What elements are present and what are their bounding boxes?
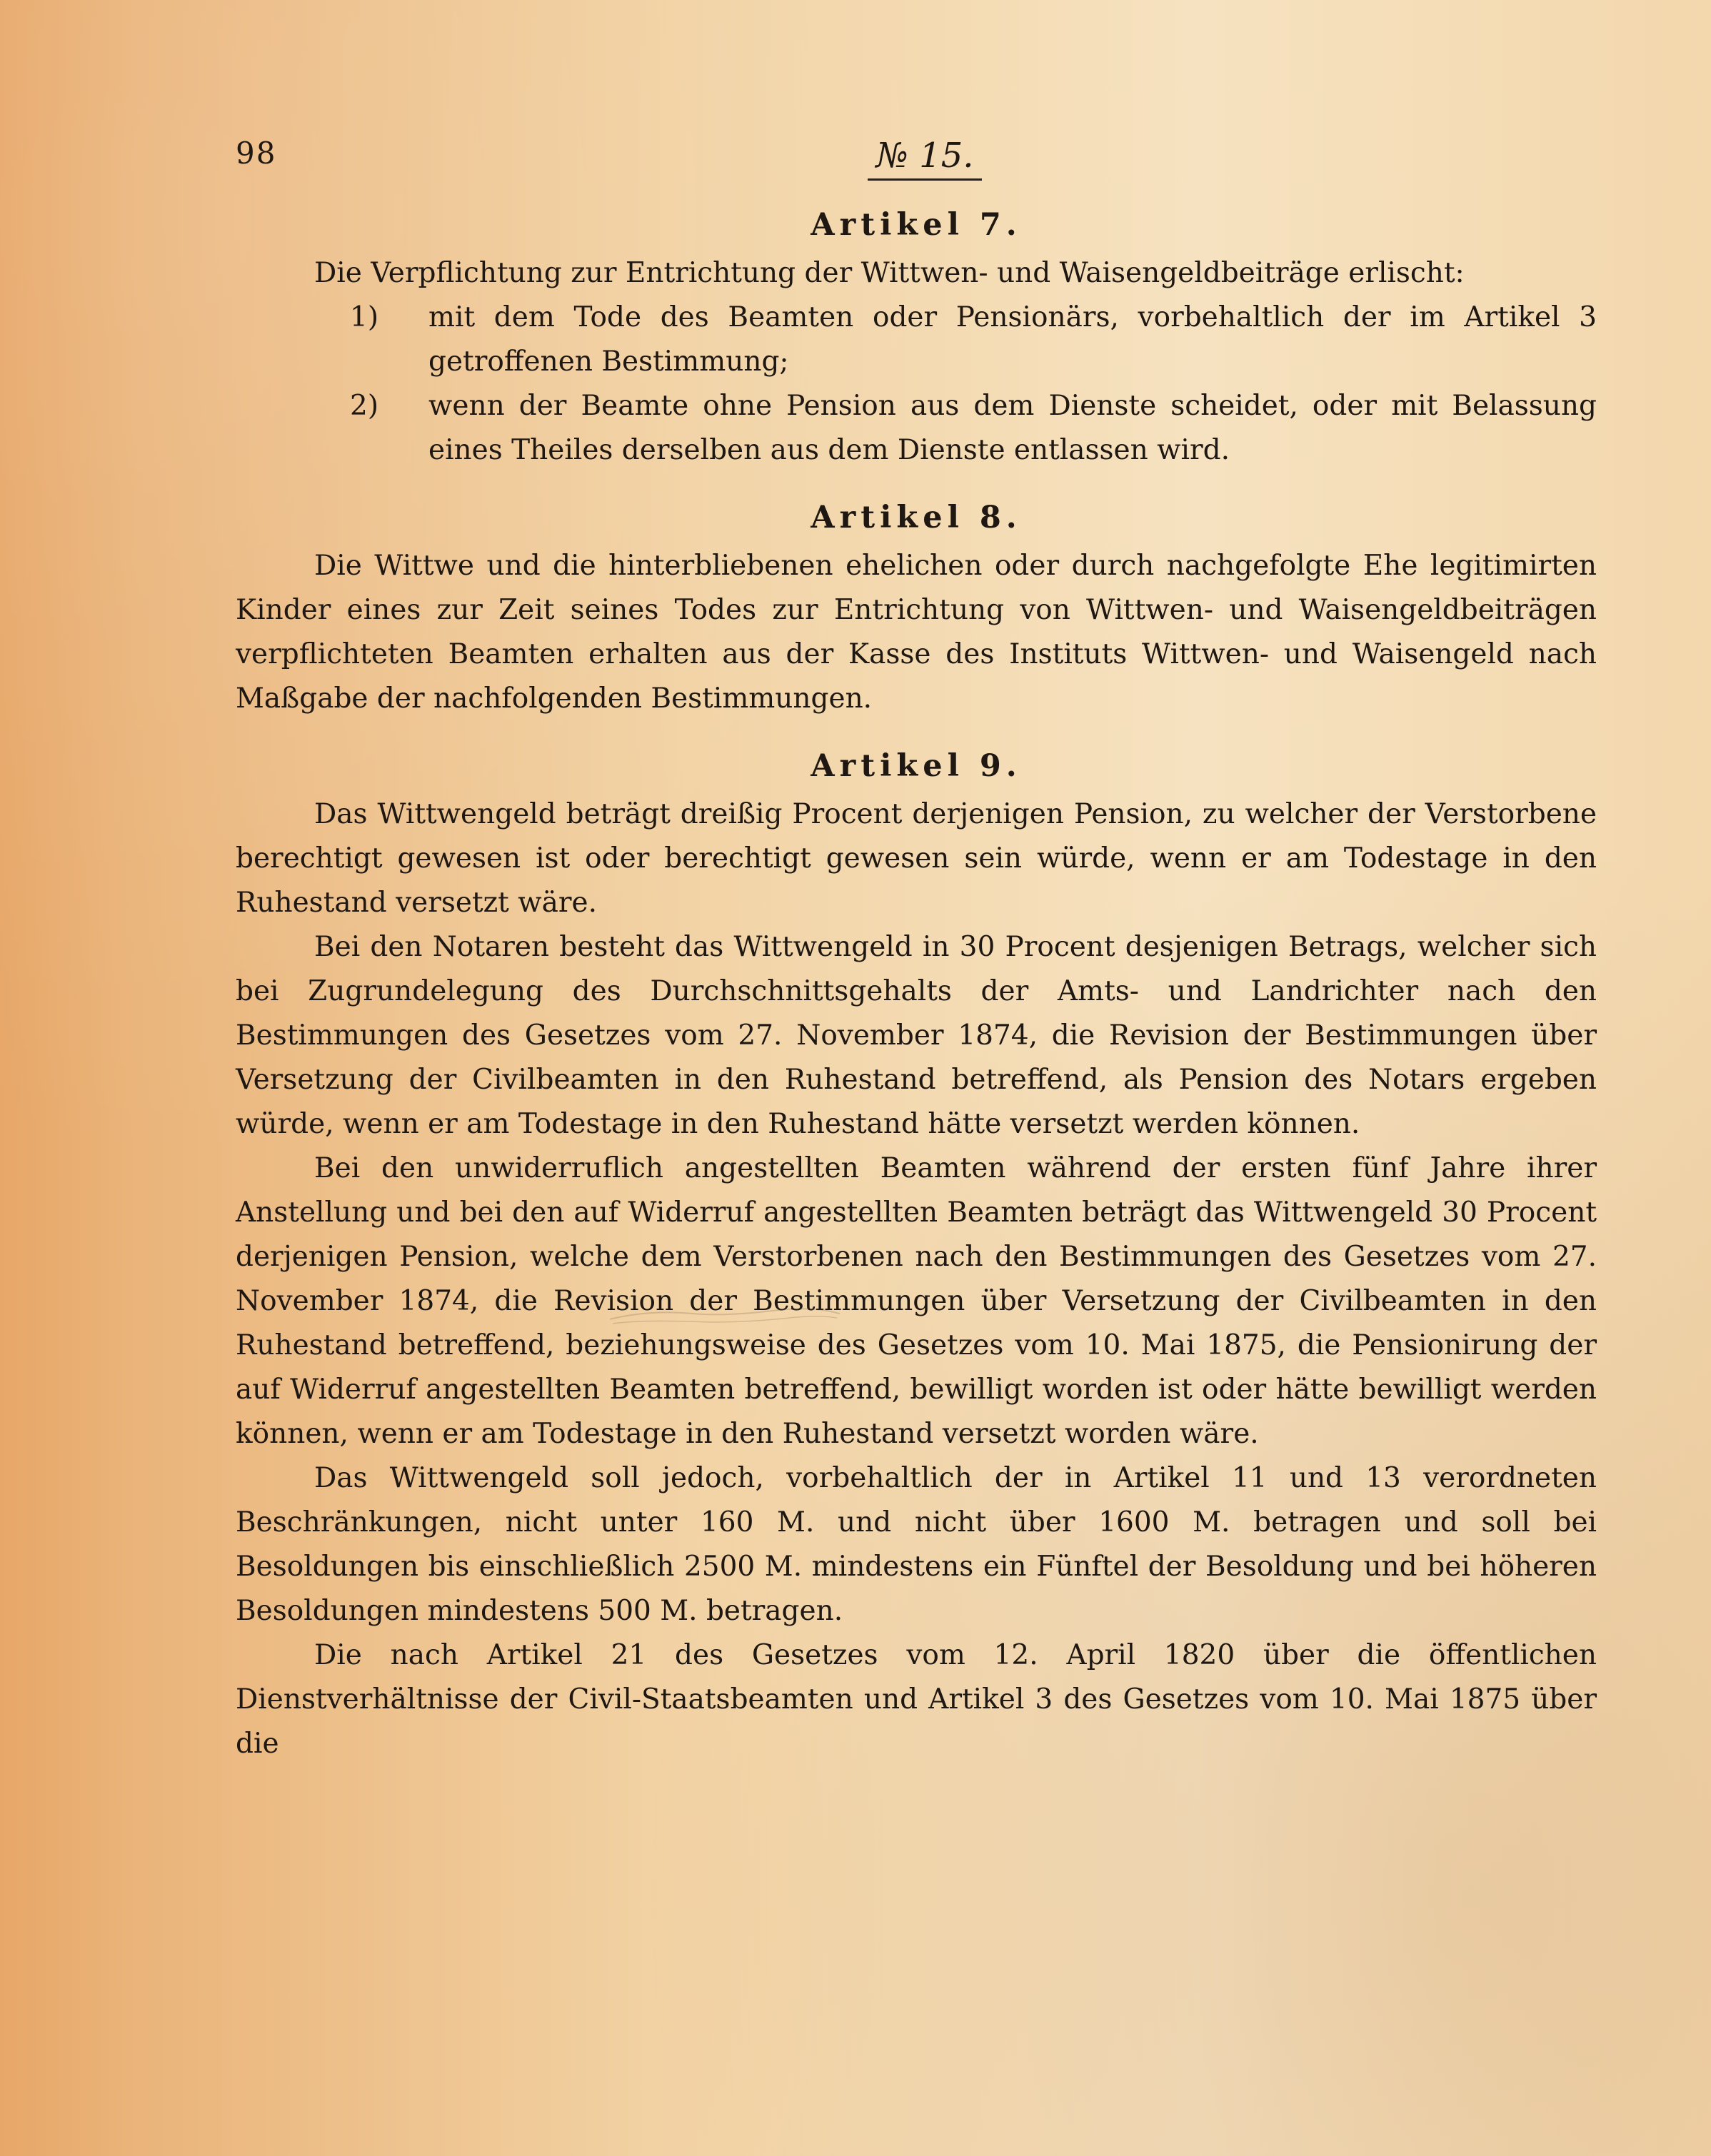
- article-heading: Artikel 7.: [811, 207, 1022, 243]
- list-item: [350, 296, 1597, 384]
- article-paragraph: Bei den unwiderruflich angestellten Beamten während der ersten fünf Jahre ihrer Anstellung und bei den auf Widerruf angestellten Beamten beträgt das Wittwengeld 30 Procent derjenigen Pension, welche dem Verstorbenen nach den Bestimmungen des Gesetzes vom 27. November 1874, die Revision der Bestimmungen über Versetzung der Civilbeamten in den Ruhestand betreffend, beziehungsweise des Gesetzes vom 10. Mai 1875, die Pensionirung der auf Widerruf angestellten Beamten betreffend, bewilligt worden ist oder hätte bewilligt werden können, wenn er am Todestage in den Ruhestand versetzt worden wäre.: [236, 1152, 1597, 1450]
- article-paragraph: Die Verpflichtung zur Entrichtung der Wittwen- und Waisengeldbeiträge erlischt:: [314, 257, 1465, 289]
- list-marker: 1): [350, 301, 379, 333]
- issue-number: № 15.: [868, 136, 982, 181]
- article-paragraph: Die nach Artikel 21 des Gesetzes vom 12. April 1820 über die öffentlichen Dienstverhältnisse der Civil-Staatsbeamten und Artikel 3 des Gesetzes vom 10. Mai 1875 über die: [236, 1639, 1597, 1760]
- stamp-mark-icon: [607, 1294, 843, 1332]
- faint-library-stamp-icon: [607, 1294, 843, 1332]
- article-paragraph: Bei den Notaren besteht das Wittwengeld in 30 Procent desjenigen Betrags, welcher sich bei Zugrundelegung des Durchschnittsgehalts der Amts- und Landrichter nach den Bestimmungen des Gesetzes vom 27. November 1874, die Revision der Bestimmungen über Versetzung der Civilbeamten in den Ruhestand betreffend, als Pension des Notars ergeben würde, wenn er am Todestage in den Ruhestand hätte versetzt werden können.: [236, 931, 1597, 1140]
- list-text: mit dem Tode des Beamten oder Pensionärs, vorbehaltlich der im Artikel 3 getroffenen Bestimmung;: [428, 301, 1597, 378]
- article-paragraph: Die Wittwe und die hinterbliebenen ehelichen oder durch nachgefolgte Ehe legitimirten Kinder eines zur Zeit seines Todes zur Entrichtung von Wittwen- und Waisengeldbeiträgen verpflichteten Beamten erhalten aus der Kasse des Instituts Wittwen- und Waisengeld nach Maßgabe der nachfolgenden Bestimmungen.: [236, 550, 1597, 715]
- page-number: 98: [236, 136, 277, 171]
- page-header: [236, 136, 1597, 186]
- document-content: [236, 207, 1597, 2135]
- article-paragraph: Das Wittwengeld beträgt dreißig Procent derjenigen Pension, zu welcher der Verstorbene berechtigt gewesen ist oder berechtigt gewesen sein würde, wenn er am Todestage in den Ruhestand versetzt wäre.: [236, 798, 1597, 919]
- list-marker: 2): [350, 390, 379, 422]
- article-9: [236, 748, 1597, 1766]
- article-heading: Artikel 8.: [811, 500, 1022, 535]
- article-8: [236, 500, 1597, 721]
- article-heading: Artikel 9.: [811, 748, 1022, 784]
- list-item: [350, 384, 1597, 473]
- article-list: [236, 296, 1597, 473]
- list-text: wenn der Beamte ohne Pension aus dem Dienste scheidet, oder mit Belassung eines Theiles derselben aus dem Dienste entlassen wird.: [428, 390, 1597, 466]
- article-paragraph: Das Wittwengeld soll jedoch, vorbehaltlich der in Artikel 11 und 13 verordneten Beschränkungen, nicht unter 160 M. und nicht über 1600 M. betragen und soll bei Besoldungen bis einschließlich 2500 M. mindestens ein Fünftel der Besoldung und bei höheren Besoldungen mindestens 500 M. betragen.: [236, 1462, 1597, 1627]
- article-7: [236, 207, 1597, 473]
